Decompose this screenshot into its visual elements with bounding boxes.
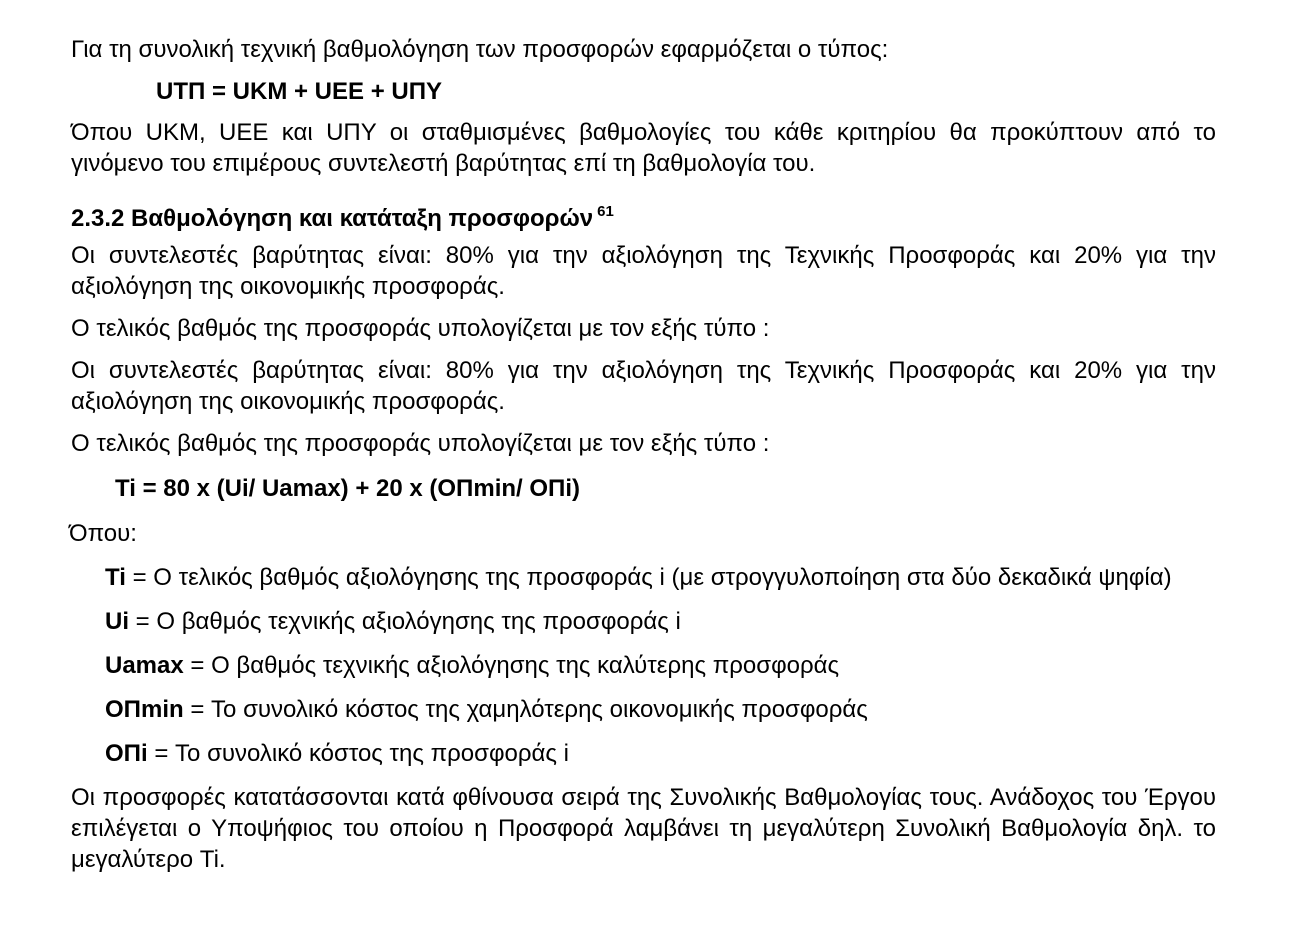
weighted-scores-explanation: Όπου UKM, UEE και UΠY οι σταθμισμένες βαθμολογίες του κάθε κριτηρίου θα προκύπτουν από το γινόμενο του επιμέρους συντελεστή βαρύτητας επί τη βαθμολογία του.	[71, 119, 1216, 177]
definition-opmin	[71, 694, 1216, 725]
definition-term: ΟΠmin	[105, 696, 184, 723]
intro-paragraph: Για τη συνολική τεχνική βαθμολόγηση των προσφορών εφαρμόζεται ο τύπος:	[71, 36, 889, 63]
weights-paragraph-1: Οι συντελεστές βαρύτητας είναι: 80% για την αξιολόγηση της Τεχνικής Προσφοράς και 20% για την αξιολόγηση της οικονομικής προσφοράς.	[71, 242, 1216, 300]
definition-ui	[71, 606, 1216, 637]
definition-term: ΟΠi	[105, 740, 148, 767]
definition-term: Ui	[105, 608, 129, 635]
definition-ti	[71, 562, 1216, 593]
definition-text: = Ο βαθμός τεχνικής αξιολόγησης της προσφοράς i	[129, 608, 681, 635]
definition-text: = Το συνολικό κόστος της προσφοράς i	[147, 740, 569, 767]
closing-paragraph: Οι προσφορές κατατάσσονται κατά φθίνουσα σειρά της Συνολικής Βαθμολογίας τους. Ανάδοχος του Έργου επιλέγεται ο Υποψήφιος του οποίου η Προσφορά λαμβάνει τη μεγαλύτερη Συνολική Βαθμολογία δηλ. το μεγαλύτερο Ti.	[71, 784, 1216, 873]
footnote-reference: 61	[597, 203, 614, 220]
final-formula-intro-1: Ο τελικός βαθμός της προσφοράς υπολογίζεται με τον εξής τύπο :	[71, 315, 770, 342]
definition-term: Uamax	[105, 652, 184, 679]
section-heading-text: 2.3.2 Βαθμολόγηση και κατάταξη προσφορών	[71, 205, 594, 232]
definition-text: = Ο βαθμός τεχνικής αξιολόγησης της καλύτερης προσφοράς	[183, 652, 840, 679]
final-formula-intro-2: Ο τελικός βαθμός της προσφοράς υπολογίζεται με τον εξής τύπο :	[71, 430, 770, 457]
definition-term: Ti	[105, 564, 126, 591]
final-score-formula: Ti = 80 x (Ui/ Uamax) + 20 x (ΟΠmin/ ΟΠi)	[115, 475, 581, 502]
definition-text: = Ο τελικός βαθμός αξιολόγησης της προσφοράς i (με στρογγυλοποίηση στα δύο δεκαδικά ψηφία)	[125, 564, 1172, 591]
definition-uamax	[71, 650, 1216, 681]
definition-opi	[71, 738, 1216, 769]
total-technical-score-formula: UTΠ = UKM + UEE + UΠY	[156, 78, 443, 105]
section-heading	[71, 203, 1216, 234]
weights-paragraph-2: Οι συντελεστές βαρύτητας είναι: 80% για την αξιολόγηση της Τεχνικής Προσφοράς και 20% για την αξιολόγηση της οικονομικής προσφοράς.	[71, 357, 1216, 415]
where-label: Όπου:	[69, 520, 137, 547]
document-page	[71, 34, 1216, 875]
definition-text: = Το συνολικό κόστος της χαμηλότερης οικονομικής προσφοράς	[183, 696, 868, 723]
